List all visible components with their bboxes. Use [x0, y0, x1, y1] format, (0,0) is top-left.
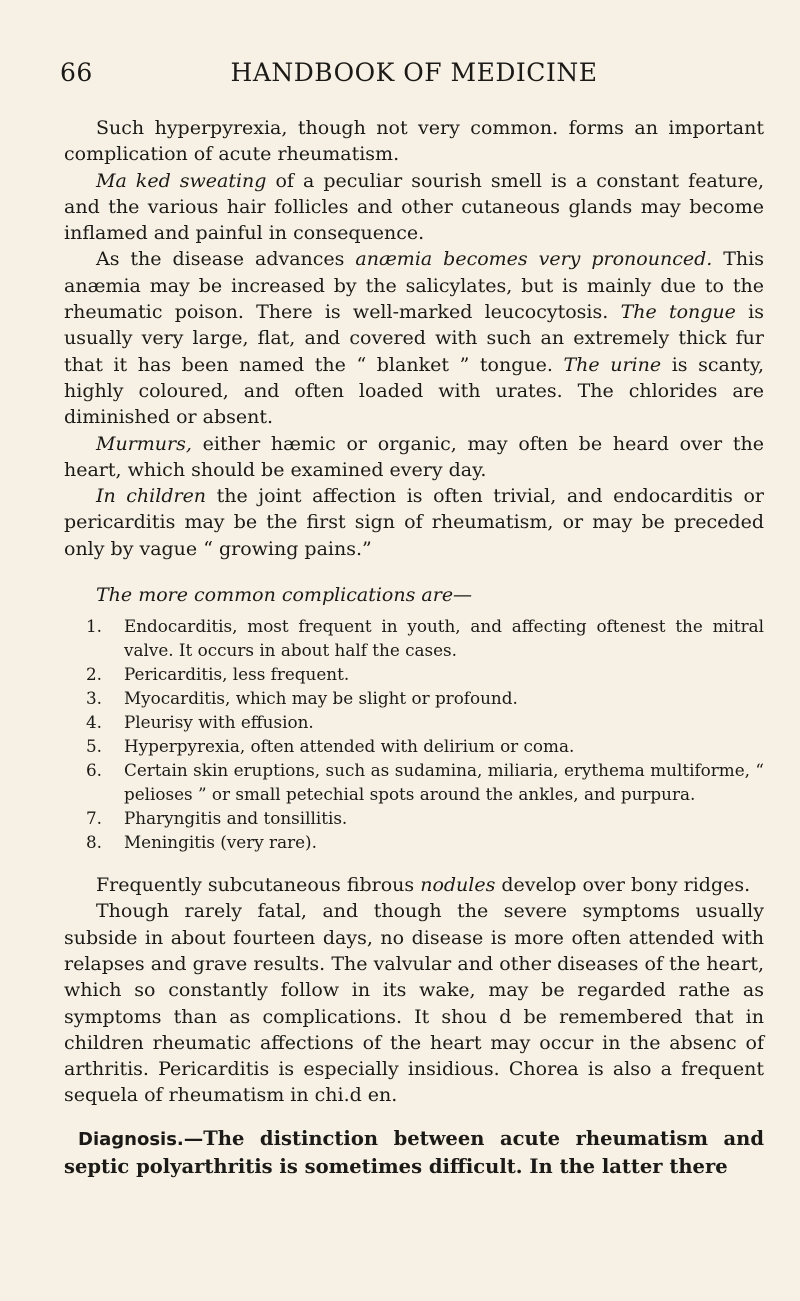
paragraph-nodules: Frequently subcutaneous fibrous nodules develop over bony ridges. — [96, 874, 751, 897]
complication-text: Endocarditis, most frequent in youth, and affecting oftenest the mitral valve. It occurs in about half the cases. — [124, 616, 764, 661]
paragraph-prognosis: Though rarely fatal, and though the severe symptoms usually subside in about fourteen days, no disease is more often attended with relapses and grave results. The valvular and other diseases of the heart, which so constantly follow in its wake, may be regarded rathe as symptoms than as complications. It shou d be remembered that in children rheumatic affections of the heart may occur in the absenc of arthritis. Pericarditis is especially insidious. Chorea is also a frequent sequela of rheumatism in chi.d en. — [64, 900, 764, 1107]
complication-text: Myocarditis, which may be slight or profound. — [124, 688, 518, 709]
complication-item — [64, 830, 764, 854]
complication-item — [64, 686, 764, 710]
paragraph-murmurs: Murmurs, either hæmic or organic, may often be heard over the heart, which should be examined every day. — [64, 432, 764, 481]
complication-item — [64, 662, 764, 686]
term-anaemia: anæmia becomes very pronounced. — [355, 248, 713, 271]
diagnosis-heading: Diagnosis. — [78, 1128, 184, 1150]
running-title: HANDBOOK OF MEDICINE — [230, 58, 598, 87]
term-tongue: The tongue — [620, 301, 736, 324]
complications-list — [64, 614, 764, 854]
complication-item — [64, 758, 764, 806]
complication-text: Certain skin eruptions, such as sudamina, miliaria, erythema multiforme, “ pelioses ” or small petechial spots around the ankles, and purpura. — [124, 760, 764, 805]
complication-number: 8. — [86, 832, 103, 853]
complication-number: 1. — [86, 616, 103, 637]
complications-heading: The more common complications are— — [96, 584, 473, 607]
complication-item — [64, 806, 764, 830]
paragraph-children: In children the joint affection is often trivial, and endocarditis or pericarditis may be the first sign of rheumatism, or may be preceded only by vague “ growing pains.” — [64, 485, 764, 560]
term-children: In children — [96, 485, 207, 508]
complication-text: Meningitis (very rare). — [124, 832, 317, 853]
complication-number: 3. — [86, 688, 103, 709]
complication-item — [64, 614, 764, 662]
complication-item — [64, 734, 764, 758]
page-header — [60, 58, 764, 98]
paragraph-anaemia: As the disease advances anæmia becomes very pronounced. This anæmia may be increased by the salicylates, but is mainly due to the rheumatic poison. There is well-marked leucocytosis. The tongue is usually very large, flat, and covered with such an extremely thick fur that it has been named the “ blanket ” tongue. The urine is scanty, highly coloured, and often loaded with urates. The chlorides are diminished or absent. — [64, 248, 764, 429]
paragraph-hyperpyrexia: Such hyperpyrexia, though not very common. forms an important complication of acute rheumatism. — [64, 117, 764, 166]
complication-number: 5. — [86, 736, 103, 757]
complication-text: Pleurisy with effusion. — [124, 712, 314, 733]
complication-text: Pharyngitis and tonsillitis. — [124, 808, 348, 829]
paragraph-diagnosis: Diagnosis.—The distinction between acute rheumatism and septic polyarthritis is sometimes difficult. In the latter there — [64, 1126, 764, 1178]
complication-number: 2. — [86, 664, 103, 685]
complication-number: 4. — [86, 712, 103, 733]
page-body — [64, 115, 764, 1180]
complication-text: Pericarditis, less frequent. — [124, 664, 350, 685]
term-murmurs: Murmurs, — [96, 432, 192, 455]
page-number: 66 — [60, 58, 93, 87]
complication-item — [64, 710, 764, 734]
complication-number: 7. — [86, 808, 103, 829]
complication-text: Hyperpyrexia, often attended with delirium or coma. — [124, 736, 575, 757]
complication-number: 6. — [86, 760, 103, 781]
term-nodules: nodules — [420, 874, 496, 897]
term-urine: The urine — [563, 353, 662, 376]
paragraph-sweating: Ma ked sweating of a peculiar sourish smell is a constant feature, and the various hair follicles and other cutaneous glands may become inflamed and painful in consequence. — [64, 169, 765, 245]
term-sweating: Ma ked sweating — [96, 169, 267, 192]
